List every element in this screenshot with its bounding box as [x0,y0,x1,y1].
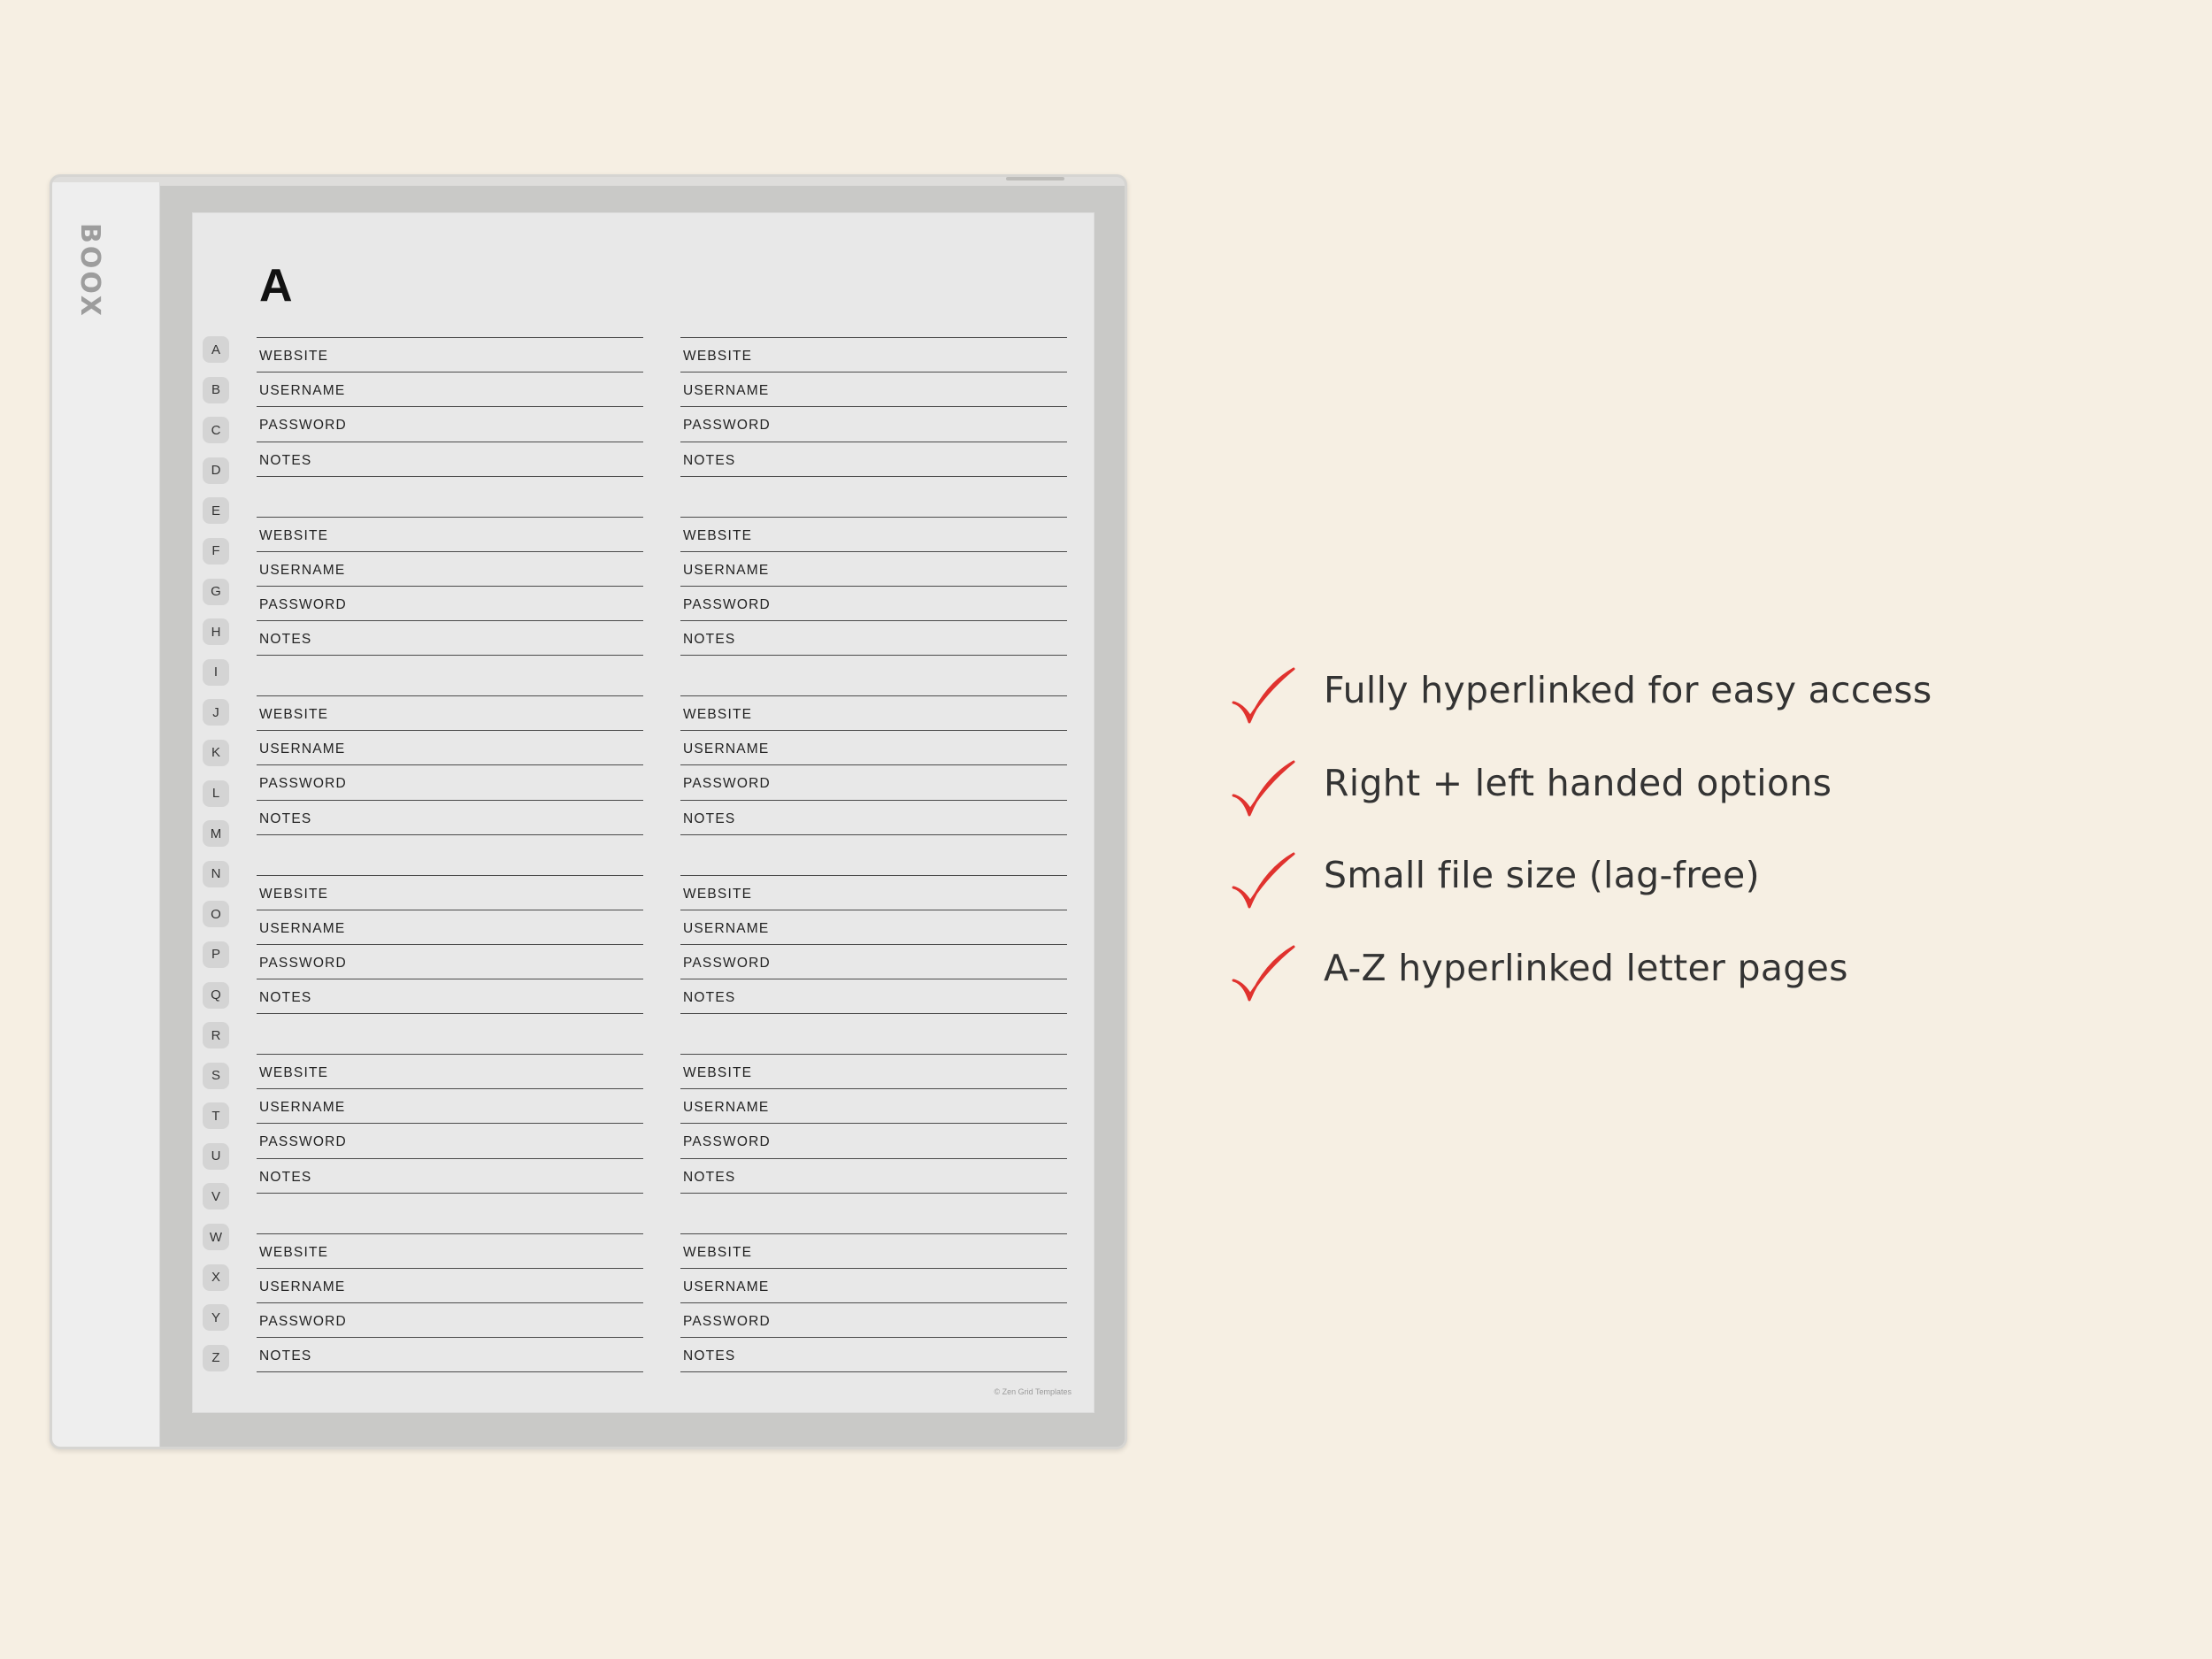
entry-field-label[interactable]: NOTES [680,620,1067,655]
password-entry [257,1054,643,1233]
password-entry [680,517,1067,696]
entry-divider [257,1013,643,1014]
entries-column-left [257,337,643,1412]
entry-field-label[interactable]: USERNAME [257,551,643,586]
entry-field-label[interactable]: NOTES [257,620,643,655]
entry-field-label[interactable]: USERNAME [680,1268,1067,1302]
entry-divider [680,655,1067,656]
alphabet-tabs [203,336,229,1385]
letter-tab[interactable]: E [203,497,229,524]
entry-field-label[interactable]: WEBSITE [680,1054,1067,1088]
entry-field-label[interactable]: WEBSITE [680,875,1067,910]
entry-field-label[interactable]: NOTES [257,979,643,1013]
entry-field-label[interactable]: WEBSITE [680,1233,1067,1268]
letter-tab[interactable]: Y [203,1304,229,1331]
password-entry [680,875,1067,1055]
letter-tab[interactable]: U [203,1143,229,1170]
checkmark-icon [1230,665,1297,727]
password-entry [257,695,643,875]
entry-field-label[interactable]: NOTES [680,1337,1067,1371]
letter-tab[interactable]: L [203,780,229,807]
entry-field-label[interactable]: USERNAME [680,1088,1067,1123]
ereader-device [50,174,1127,1449]
entry-field-label[interactable]: PASSWORD [680,1302,1067,1337]
entry-field-label[interactable]: PASSWORD [680,1123,1067,1157]
feature-text: A-Z hyperlinked letter pages [1324,946,1848,989]
letter-tab[interactable]: D [203,457,229,484]
letter-tab[interactable]: F [203,538,229,565]
letter-tab[interactable]: I [203,659,229,686]
entry-divider [257,655,643,656]
feature-item [1230,847,1932,940]
letter-tab[interactable]: J [203,699,229,726]
password-entry [257,1233,643,1413]
entry-field-label[interactable]: USERNAME [257,1268,643,1302]
entry-field-label[interactable]: NOTES [680,979,1067,1013]
entry-divider [680,1013,1067,1014]
feature-list [1230,662,1932,1032]
letter-tab[interactable]: K [203,740,229,766]
letter-tab[interactable]: A [203,336,229,363]
entry-divider [257,1371,643,1372]
feature-text: Small file size (lag-free) [1324,854,1760,896]
feature-item [1230,662,1932,755]
password-entry [257,517,643,696]
checkmark-icon [1230,943,1297,1005]
device-top-edge [52,177,1125,186]
entry-field-label[interactable]: PASSWORD [257,586,643,620]
password-entry [680,1054,1067,1233]
entry-field-label[interactable]: PASSWORD [257,406,643,441]
entry-field-label[interactable]: PASSWORD [257,1123,643,1157]
letter-tab[interactable]: H [203,618,229,645]
entry-field-label[interactable]: WEBSITE [257,1233,643,1268]
checkmark-icon [1230,758,1297,820]
letter-tab[interactable]: C [203,417,229,443]
entry-field-label[interactable]: WEBSITE [680,517,1067,551]
entry-field-label[interactable]: WEBSITE [680,337,1067,372]
entry-divider [257,1193,643,1194]
letter-tab[interactable]: M [203,820,229,847]
letter-tab[interactable]: N [203,861,229,887]
letter-tab[interactable]: S [203,1063,229,1089]
entry-field-label[interactable]: USERNAME [257,910,643,944]
entry-divider [680,1193,1067,1194]
entry-divider [257,476,643,477]
entry-field-label[interactable]: PASSWORD [257,944,643,979]
feature-text: Fully hyperlinked for easy access [1324,669,1932,711]
page-letter-heading: A [259,260,293,311]
entry-divider [680,476,1067,477]
entry-field-label[interactable]: NOTES [257,1337,643,1371]
password-entry [257,337,643,517]
device-bezel [52,182,160,1447]
entry-field-label[interactable]: NOTES [257,800,643,834]
entry-field-label[interactable]: NOTES [680,442,1067,476]
checkmark-icon [1230,850,1297,912]
device-screen [192,212,1094,1413]
letter-tab[interactable]: B [203,377,229,403]
entry-field-label[interactable]: NOTES [257,442,643,476]
letter-tab[interactable]: G [203,579,229,605]
letter-tab[interactable]: X [203,1264,229,1291]
entry-field-label[interactable]: WEBSITE [257,695,643,730]
entry-divider [680,834,1067,835]
entries-column-right [680,337,1067,1412]
entry-field-label[interactable]: PASSWORD [257,1302,643,1337]
letter-tab[interactable]: R [203,1022,229,1048]
feature-text: Right + left handed options [1324,761,1832,804]
entry-field-label[interactable]: WEBSITE [257,517,643,551]
letter-tab[interactable]: O [203,901,229,927]
feature-item [1230,940,1932,1033]
entry-field-label[interactable]: PASSWORD [680,406,1067,441]
password-entry [680,337,1067,517]
letter-tab[interactable]: Q [203,982,229,1009]
entry-field-label[interactable]: NOTES [257,1158,643,1193]
entry-divider [257,834,643,835]
letter-tab[interactable]: T [203,1102,229,1129]
password-entry [680,1233,1067,1413]
entry-field-label[interactable]: USERNAME [680,551,1067,586]
entry-field-label[interactable]: USERNAME [257,1088,643,1123]
entry-field-label[interactable]: USERNAME [257,372,643,406]
letter-tab[interactable]: W [203,1224,229,1250]
entry-divider [680,1371,1067,1372]
entry-field-label[interactable]: PASSWORD [680,764,1067,799]
letter-tab[interactable]: P [203,941,229,968]
entry-field-label[interactable]: WEBSITE [257,1054,643,1088]
entry-field-label[interactable]: USERNAME [257,730,643,764]
password-entry [257,875,643,1055]
entry-field-label[interactable]: PASSWORD [680,944,1067,979]
feature-item [1230,755,1932,848]
entry-field-label[interactable]: WEBSITE [257,337,643,372]
entry-field-label[interactable]: WEBSITE [680,695,1067,730]
entry-field-label[interactable]: PASSWORD [680,586,1067,620]
copyright-text: © Zen Grid Templates [994,1387,1071,1396]
entry-field-label[interactable]: NOTES [680,1158,1067,1193]
entry-field-label[interactable]: WEBSITE [257,875,643,910]
brand-logo: BOOX [74,223,105,319]
entry-field-label[interactable]: NOTES [680,800,1067,834]
entry-field-label[interactable]: USERNAME [680,910,1067,944]
password-entry [680,695,1067,875]
power-button [1006,177,1064,180]
letter-tab[interactable]: V [203,1183,229,1210]
letter-tab[interactable]: Z [203,1345,229,1371]
entry-field-label[interactable]: USERNAME [680,372,1067,406]
entry-field-label[interactable]: USERNAME [680,730,1067,764]
entry-field-label[interactable]: PASSWORD [257,764,643,799]
